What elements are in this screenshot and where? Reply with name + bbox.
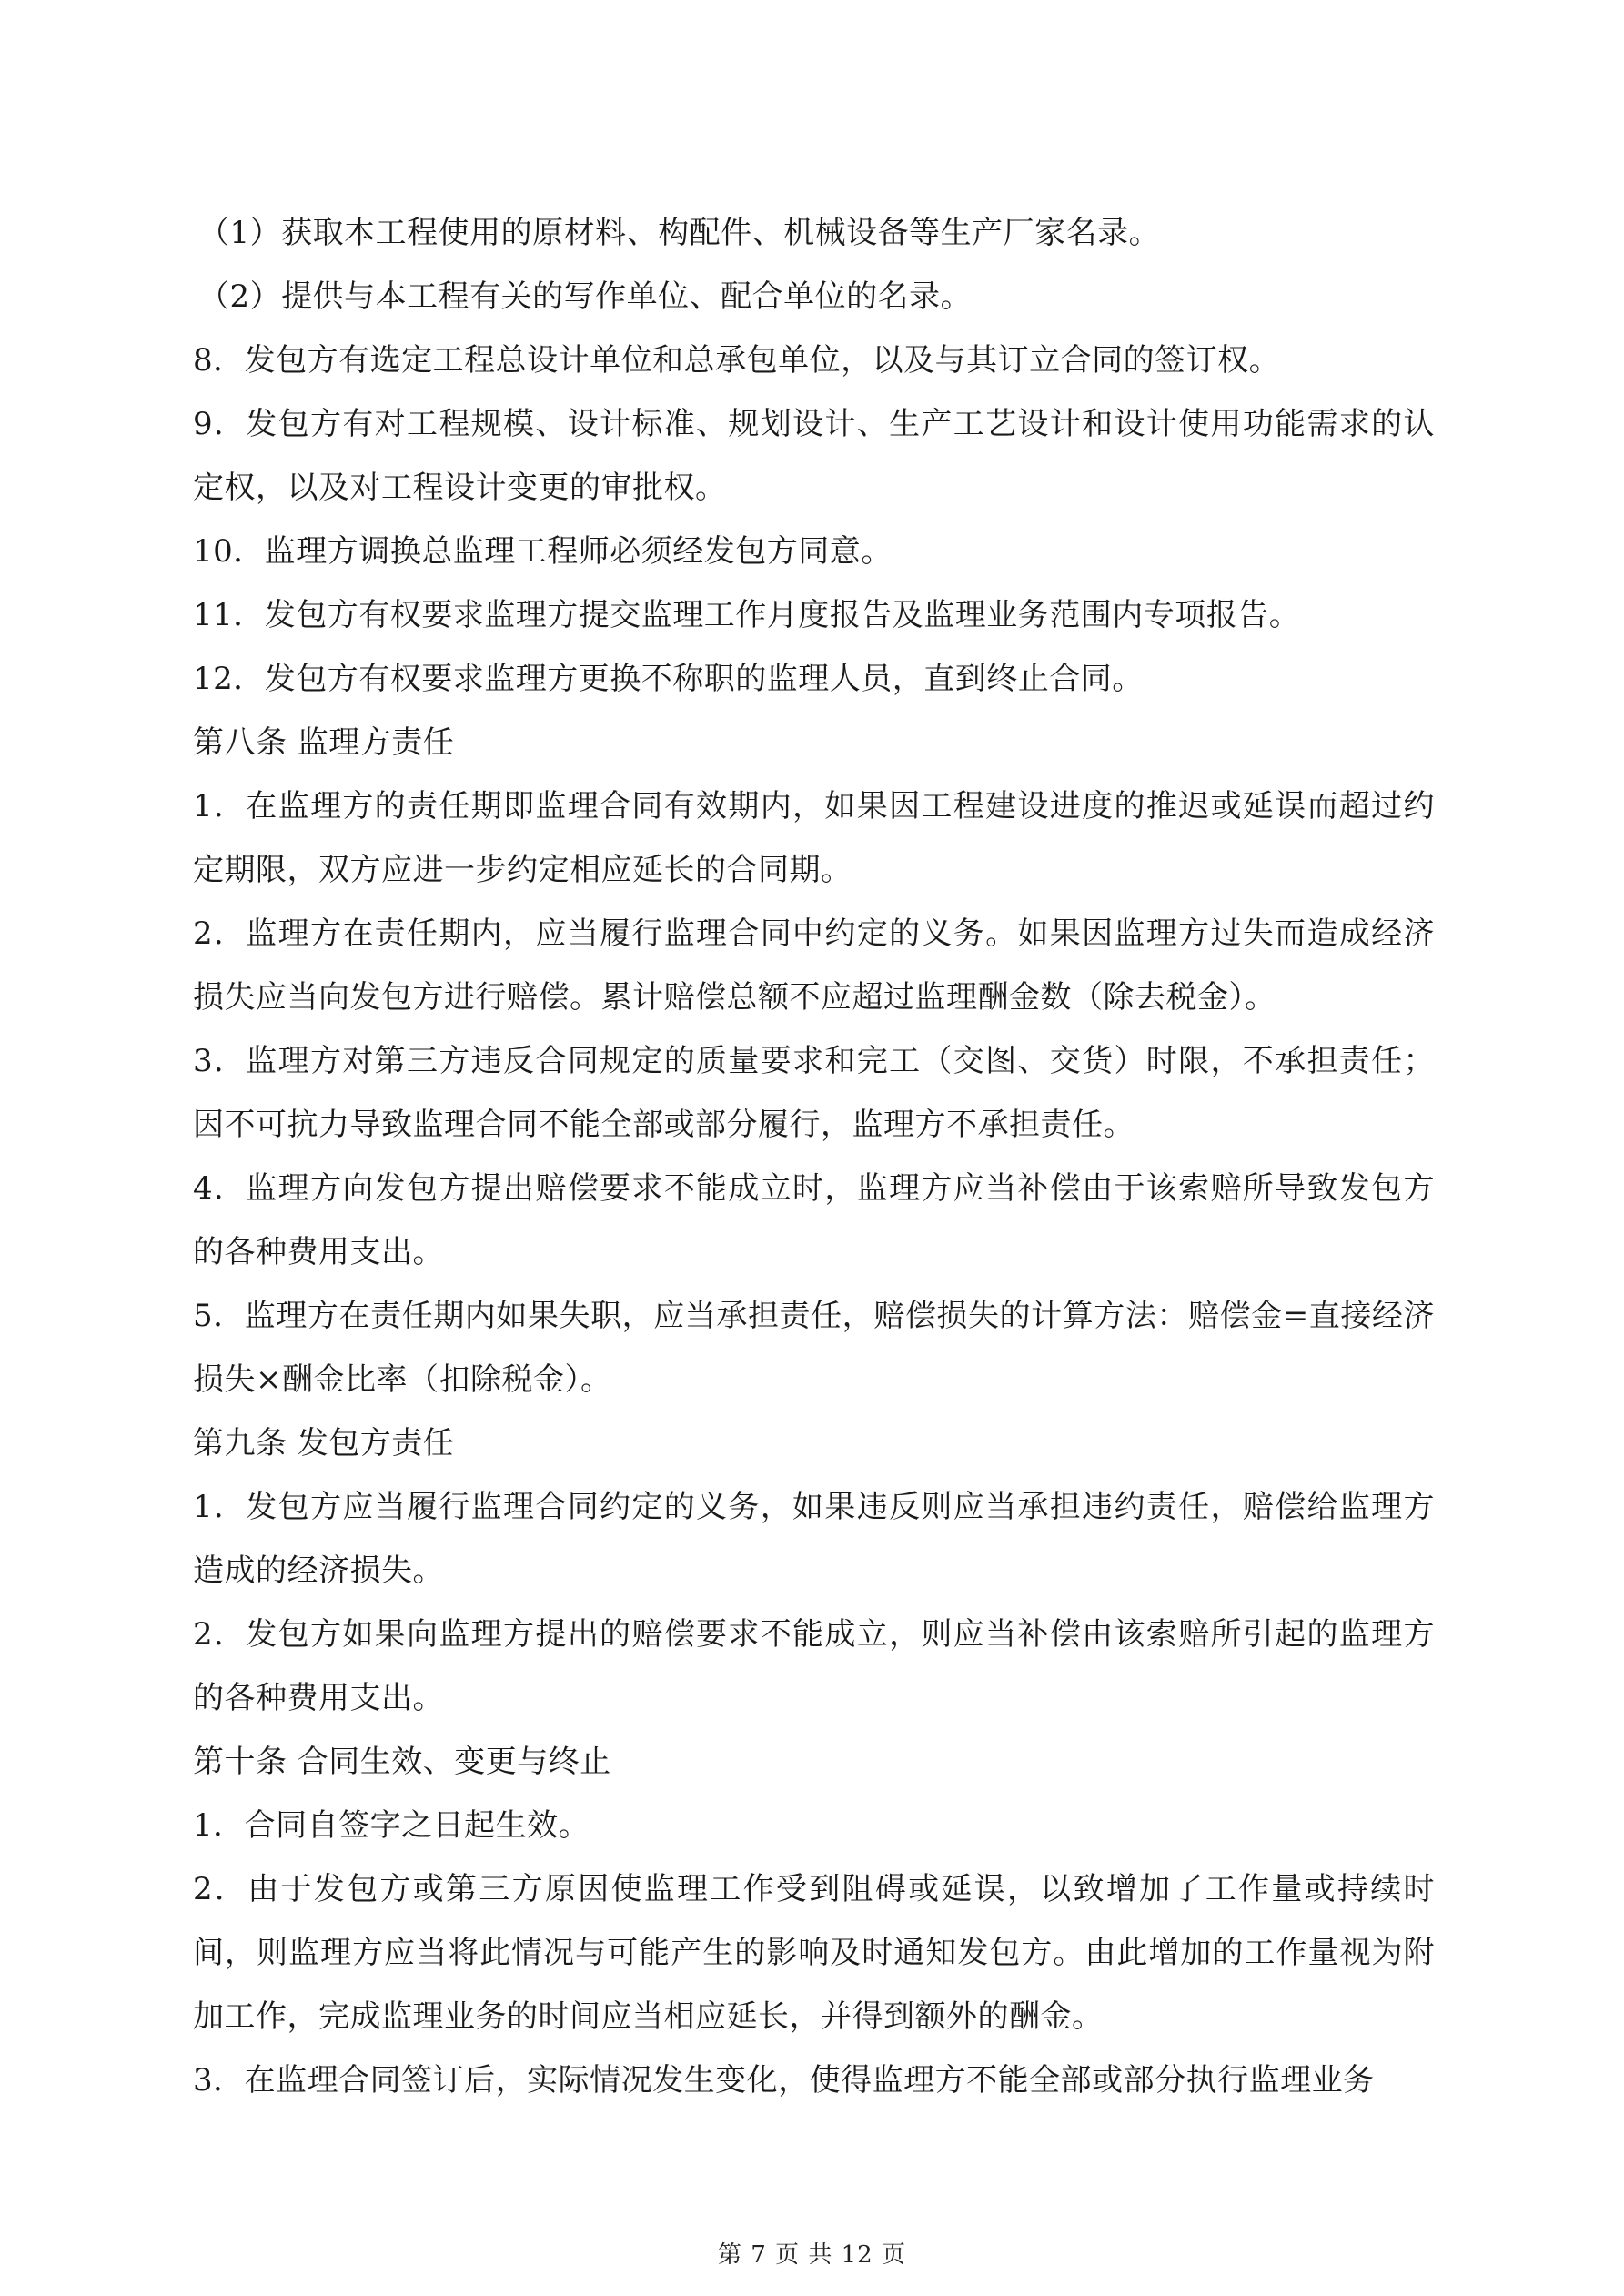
article-9-heading: 第九条 发包方责任: [193, 1425, 455, 1462]
article-8-item-2: 2．监理方在责任期内，应当履行监理合同中约定的义务。如果因监理方过失而造成经济损失应当向发包方进行赔偿。累计赔偿总额不应超过监理酬金数（除去税金）。: [193, 915, 1435, 1016]
article-8-item-3: 3．监理方对第三方违反合同规定的质量要求和完工（交图、交货）时限，不承担责任；因不可抗力导致监理合同不能全部或部分履行，监理方不承担责任。: [193, 1043, 1435, 1143]
article-8-heading: 第八条 监理方责任: [193, 724, 455, 761]
clause-10: 10．监理方调换总监理工程师必须经发包方同意。: [193, 533, 893, 570]
document-body: [193, 201, 1435, 2112]
clause-8: 8．发包方有选定工程总设计单位和总承包单位，以及与其订立合同的签订权。: [193, 342, 1281, 379]
article-10-item-3: 3．在监理合同签订后，实际情况发生变化，使得监理方不能全部或部分执行监理业务: [193, 2062, 1375, 2099]
page-footer: 第 7 页 共 12 页: [718, 2241, 906, 2269]
article-10-item-2: 2．由于发包方或第三方原因使监理工作受到阻碍或延误，以致增加了工作量或持续时间，则监理方应当将此情况与可能产生的影响及时通知发包方。由此增加的工作量视为附加工作，完成监理业务的时间应当相应延长，并得到额外的酬金。: [193, 1871, 1435, 2035]
article-8-item-1: 1．在监理方的责任期即监理合同有效期内，如果因工程建设进度的推迟或延误而超过约定期限，双方应进一步约定相应延长的合同期。: [193, 788, 1435, 888]
article-10-item-1: 1．合同自签字之日起生效。: [193, 1807, 590, 1844]
article-10-heading: 第十条 合同生效、变更与终止: [193, 1744, 611, 1780]
clause-11: 11．发包方有权要求监理方提交监理工作月度报告及监理业务范围内专项报告。: [193, 597, 1301, 633]
article-9-item-2: 2．发包方如果向监理方提出的赔偿要求不能成立，则应当补偿由该索赔所引起的监理方的各种费用支出。: [193, 1616, 1435, 1716]
list-item-1: （1）获取本工程使用的原材料、构配件、机械设备等生产厂家名录。: [198, 215, 1161, 251]
article-8-item-5: 5．监理方在责任期内如果失职，应当承担责任，赔偿损失的计算方法：赔偿金=直接经济损失×酬金比率（扣除税金）。: [193, 1298, 1435, 1398]
article-8-item-4: 4．监理方向发包方提出赔偿要求不能成立时，监理方应当补偿由于该索赔所导致发包方的各种费用支出。: [193, 1170, 1435, 1270]
list-item-2: （2）提供与本工程有关的写作单位、配合单位的名录。: [198, 278, 973, 315]
clause-12: 12．发包方有权要求监理方更换不称职的监理人员，直到终止合同。: [193, 661, 1144, 697]
article-9-item-1: 1．发包方应当履行监理合同约定的义务，如果违反则应当承担违约责任，赔偿给监理方造成的经济损失。: [193, 1489, 1435, 1589]
clause-9: 9．发包方有对工程规模、设计标准、规划设计、生产工艺设计和设计使用功能需求的认定权，以及对工程设计变更的审批权。: [193, 406, 1435, 506]
